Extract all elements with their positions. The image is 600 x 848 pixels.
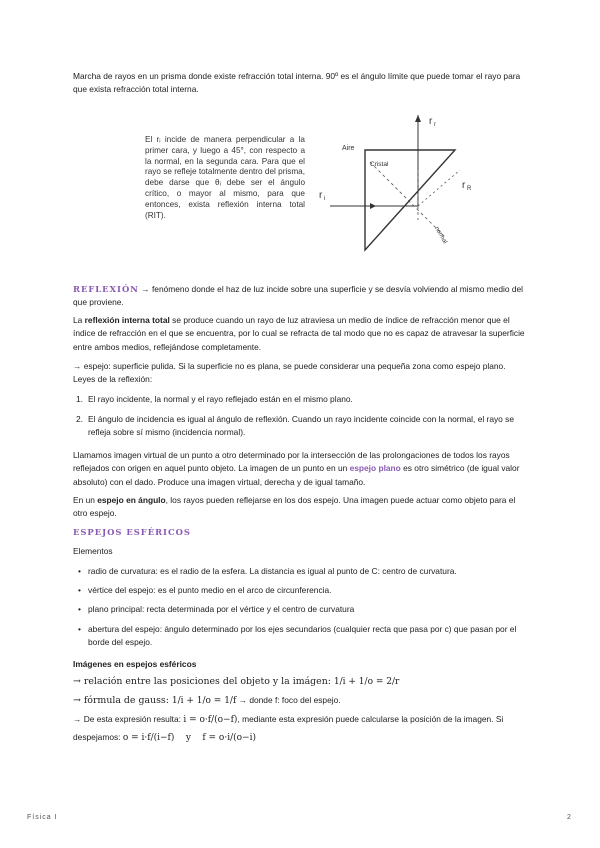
elemento-item: • plano principal: recta determinada por el vértice y el centro de curvatura (78, 604, 355, 614)
footer-course: Física I (27, 814, 58, 821)
espejo-plano-term: espejo plano (349, 463, 401, 474)
prism-diagram (310, 110, 490, 270)
cristal-label: Cristal (370, 161, 389, 168)
rit-term: reflexión interna total (84, 315, 170, 325)
elemento-item: • abertura del espejo: ángulo determinado por los ejes secundarios (cualquier recta que pasa por c) que pasan por el borde del espejo. (78, 624, 517, 648)
page-number: 2 (567, 814, 572, 821)
reflexion-term: REFLEXIÓN (73, 284, 139, 294)
figure-caption: El rᵢ incide de manera perpendicular a la primer cara, y luego a 45°, con respecto a la normal, en la segunda cara. Para que el rayo se refleje totalmente dentro del prisma, debe darse que θᵢ debe ser el ángulo crítico, o mayor al mismo, para que entonces, exista reflexión interna total (RIT). (145, 135, 305, 220)
ley-item: 2. El ángulo de incidencia es igual al ángulo de reflexión. Cuando un rayo incidente coincide con la normal, el rayo se refleja sobre sí mismo (incidencia normal). (76, 414, 515, 438)
aire-label: Aire (342, 145, 355, 152)
gauss-line: → fórmula de gauss: 1/i + 1/o = 1/f → donde f: foco del espejo. (73, 695, 341, 706)
intro-paragraph: Marcha de rayos en un prisma donde existe refracción total interna. 90º es el ángulo límite que puede tomar el rayo para que exista refracción total interna. (73, 71, 521, 95)
expresion-line: → De esta expresión resulta: i = o·f/(o−f), mediante esta expresión puede calcularse la posición de la imagen. Si (73, 714, 504, 725)
relacion-line: → relación entre las posiciones del objeto y la imágen: 1/i + 1/o = 2/r (73, 676, 400, 687)
rr-label: r (429, 116, 433, 127)
ley-item: 1. El rayo incidente, la normal y el rayo reflejado están en el mismo plano. (76, 394, 353, 404)
svg-text:i: i (324, 196, 326, 202)
svg-text:R: R (467, 186, 472, 192)
rit-paragraph: La reflexión interna total se produce cuando un rayo de luz atraviesa un medio de índice de refracción menor que el índice de refracción en el que se encuentra, por lo cual se refracta de tal modo que no es capaz de atravesar la superficie entre ambos medios, reflejándose completamente. (73, 315, 525, 352)
elementos-heading: Elementos (73, 546, 113, 556)
imagenes-heading: Imágenes en espejos esféricos (73, 659, 197, 669)
esfericos-heading: ESPEJOS ESFÉRICOS (73, 527, 191, 537)
despejamos-line: despejamos: o = i·f/(i−f) y f = o·i/(o−i) (73, 732, 256, 743)
espejo-angulo-term: espejo en ángulo (97, 495, 166, 505)
normal-label: normal (433, 226, 448, 245)
reflexion-paragraph: REFLEXIÓN → fenómeno donde el haz de luz incide sobre una superficie y se desvía volviendo al mismo medio del que proviene. (73, 284, 524, 308)
elemento-item: • vértice del espejo: es el punto medio en el arco de circunferencia. (78, 585, 332, 595)
angulo-paragraph: En un espejo en ángulo, los rayos pueden reflejarse en los dos espejo. Una imagen puede actuar como objeto para el otro espejo. (73, 495, 516, 519)
imagen-virtual-paragraph: Llamamos imagen virtual de un punto a otro determinado por la intersección de las prolongaciones de todos los rayos reflejados con origen en aquel punto objeto. La imagen de un punto en un espejo plano es otro simétrico (de igual valor absoluto) con el dado. Produce una imagen virtual, derecha y de igual tamaño. (73, 450, 520, 487)
ri-label: r (319, 190, 323, 201)
elemento-item: • radio de curvatura: es el radio de la esfera. La distancia es igual al punto de C: centro de curvatura. (78, 566, 457, 576)
espejo-paragraph: → espejo: superficie pulida. Si la superficie no es plana, se puede considerar una pequeña zona como espejo plano. Leyes de la reflexión: (73, 361, 506, 385)
svg-text:r: r (434, 122, 436, 128)
rR-label: r (462, 180, 466, 191)
